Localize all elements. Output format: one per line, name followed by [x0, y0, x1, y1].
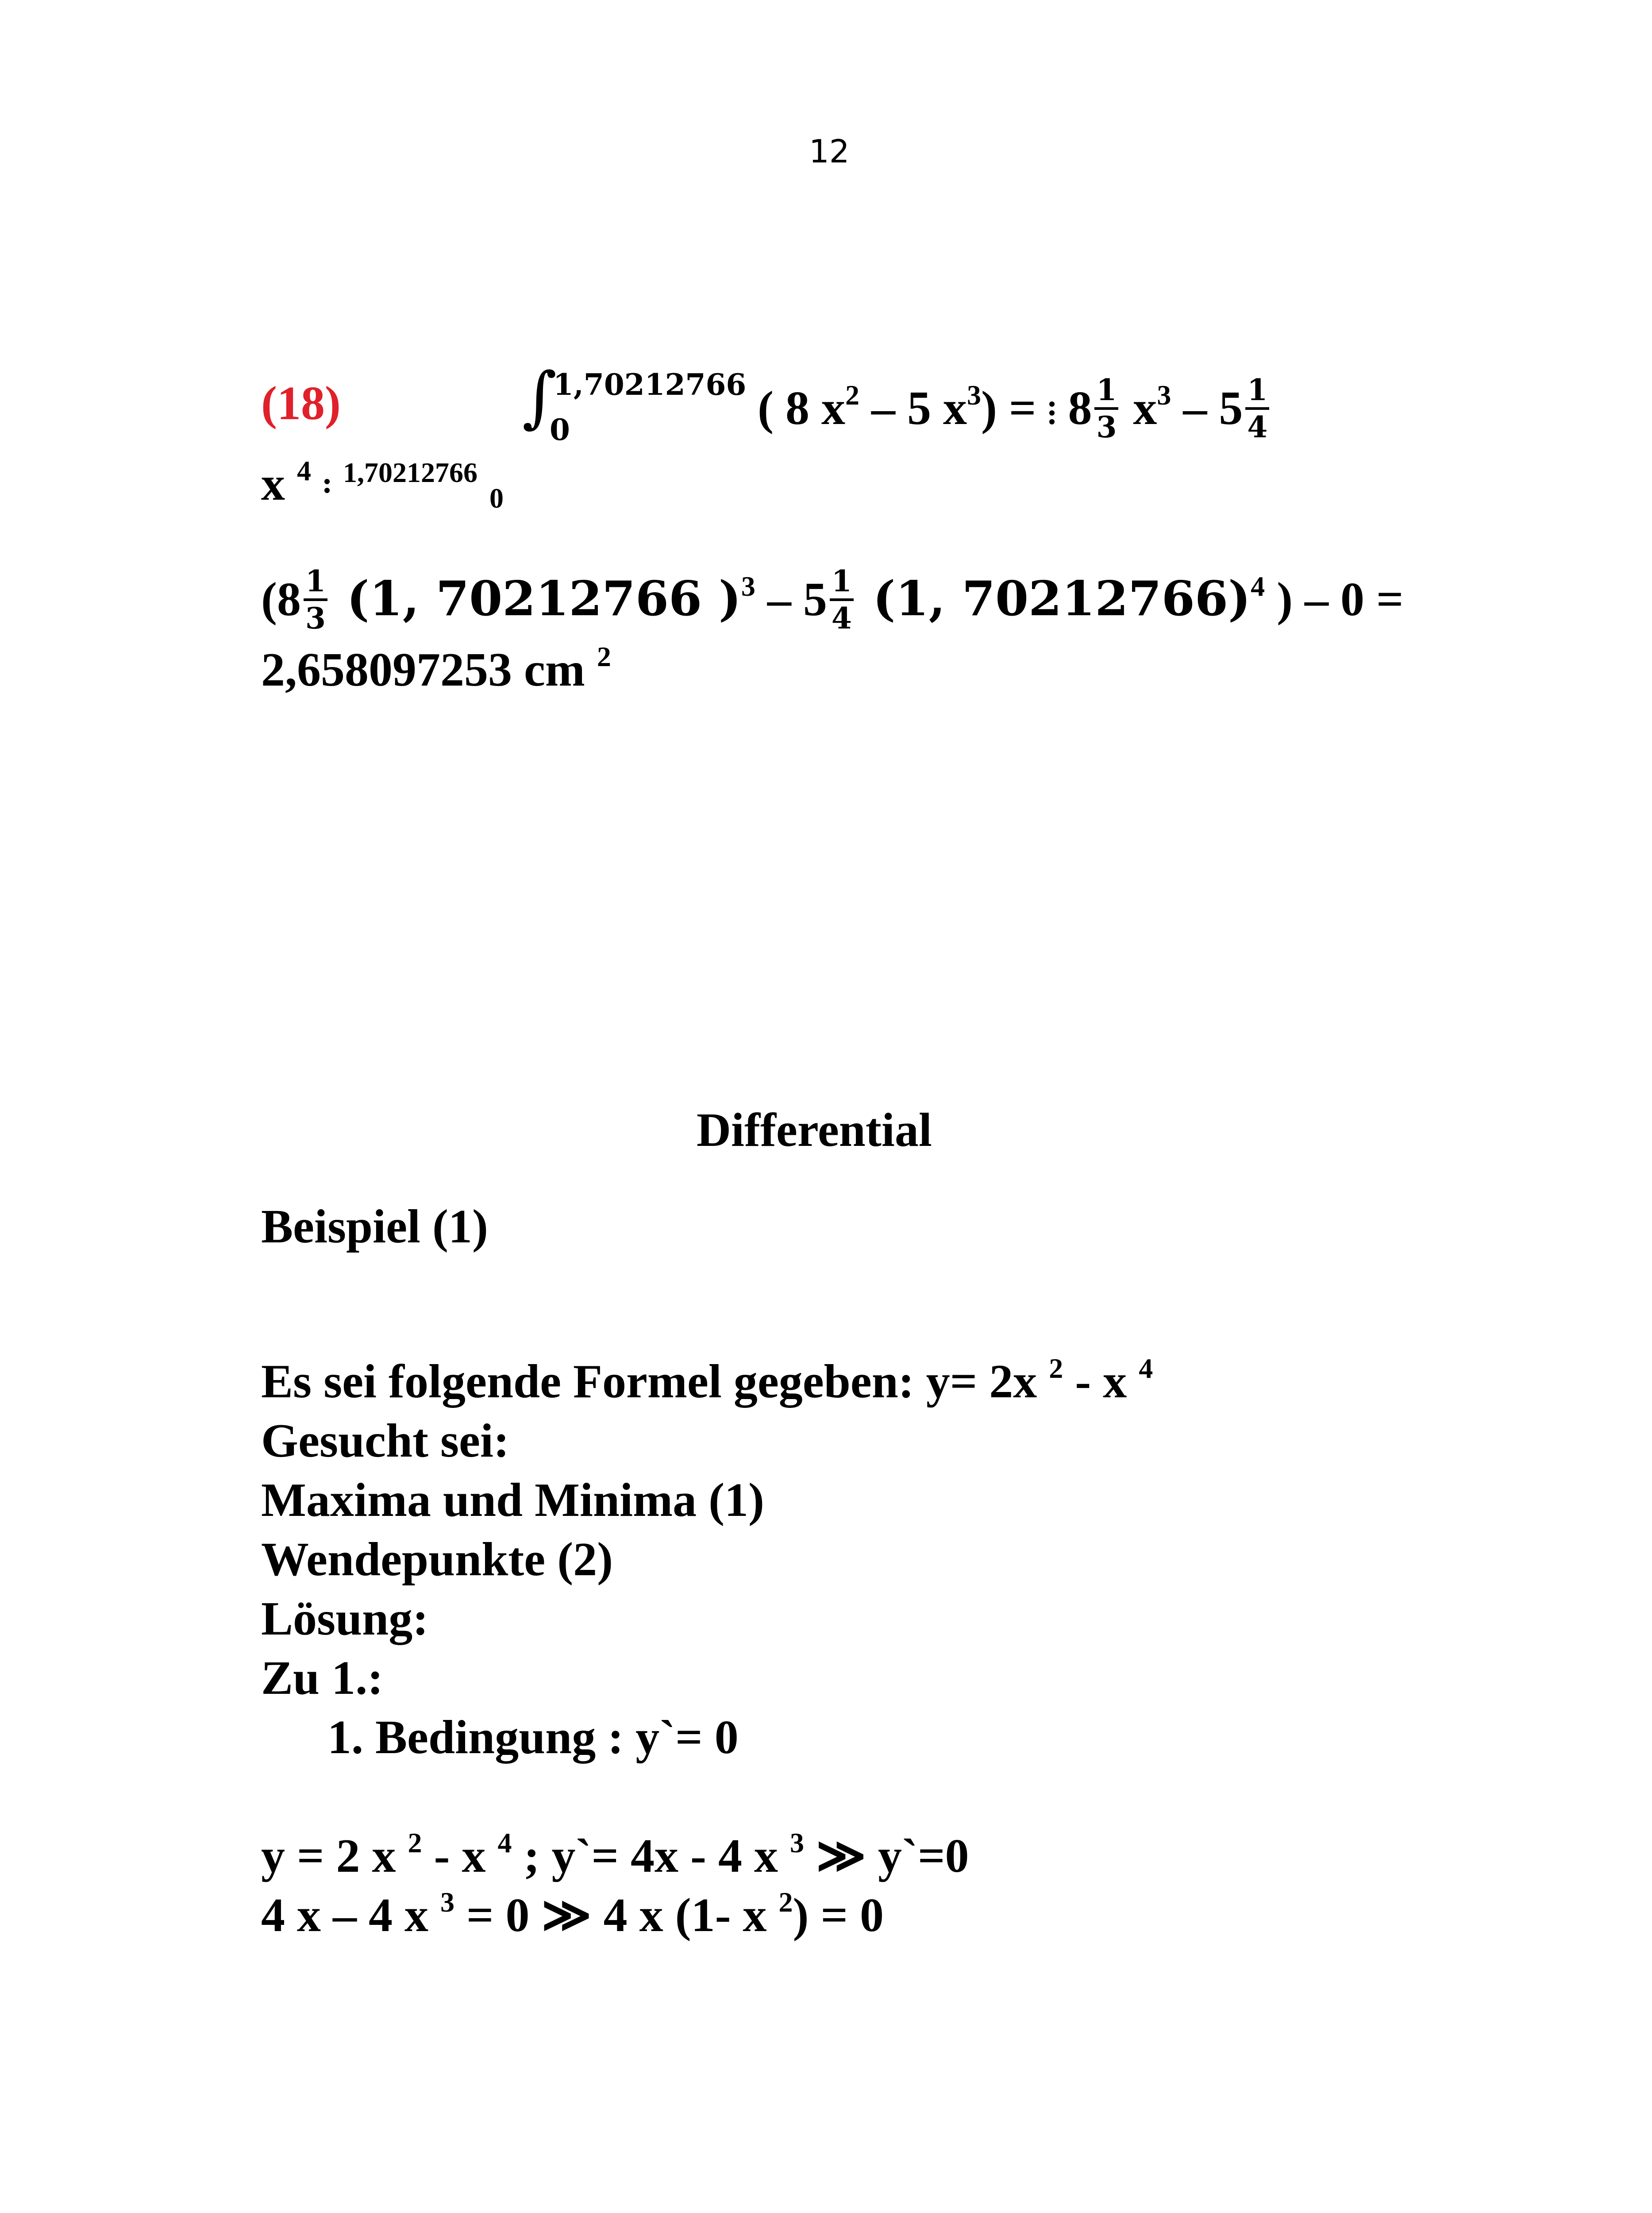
integral-equation	[758, 373, 1272, 446]
solution-label: Lösung:	[261, 1592, 429, 1645]
page-number: 12	[809, 133, 850, 170]
calc-value: (1, 70212766 )	[330, 571, 741, 627]
equals-sign: ) =	[981, 382, 1048, 435]
section-title: Differential	[697, 1104, 932, 1157]
integral-sign: ∫	[522, 359, 557, 436]
fraction-one-third: $\frac{1}{3}$	[1094, 375, 1118, 442]
exponent: 4	[297, 455, 311, 486]
exponent: 3	[967, 379, 981, 411]
variable: x	[261, 458, 285, 510]
exponent: 4	[497, 1827, 512, 1858]
formula-line: Es sei folgende Formel gegeben: y= 2x $^2$ - x $^4$	[261, 1353, 1153, 1408]
exponent: 3	[440, 1886, 454, 1918]
integral-upper-limit: 1,70212766	[553, 367, 747, 402]
calc-start: (8	[261, 573, 301, 626]
fraction-one-third: $\frac{1}{3}$	[304, 567, 327, 633]
integral-lower-limit: 0	[550, 413, 570, 447]
exponent: 3	[789, 1827, 804, 1858]
calc-end: ) – 0 =	[1265, 573, 1404, 626]
calculation-line	[261, 564, 1404, 637]
exponent: 4	[1251, 570, 1265, 602]
coefficient: – 5	[1171, 382, 1243, 435]
evaluation-bracket	[323, 475, 331, 497]
example-label: Beispiel (1)	[261, 1200, 488, 1253]
evaluation-lower-limit: 0	[489, 482, 504, 514]
exponent: 2	[778, 1886, 793, 1918]
condition-item: 1. Bedingung : y`= 0	[327, 1711, 739, 1764]
exponent: 2	[845, 379, 859, 411]
zu-1-label: Zu 1.:	[261, 1652, 384, 1704]
equation-line-1: y = 2 x $^2$ - x $^4$ ; y`= 4x - 4 x $^3$ ≫ y`=0	[261, 1827, 969, 1882]
calc-value: (1, 70212766)	[856, 571, 1251, 627]
exponent: 3	[1157, 379, 1171, 411]
exponent: 3	[741, 570, 755, 602]
evaluation-bracket	[1048, 398, 1056, 428]
item-maxima-minima: Maxima und Minima (1)	[261, 1474, 765, 1527]
coefficient: 8	[1056, 382, 1092, 435]
coefficient: – 5	[755, 573, 827, 626]
integral-expression	[522, 350, 770, 447]
integral-equation-continued	[261, 455, 504, 514]
exponent: 2	[408, 1827, 422, 1858]
exponent: 4	[1139, 1353, 1153, 1384]
integrand-start: ( 8 x	[758, 382, 845, 435]
item-wendepunkte: Wendepunkte (2)	[261, 1533, 613, 1586]
fraction-one-quarter: $\frac{1}{4}$	[830, 567, 854, 633]
result-value: 2,658097253 cm	[261, 644, 585, 696]
sought-label: Gesucht sei:	[261, 1415, 509, 1467]
result-line	[261, 641, 611, 696]
exponent: 2	[597, 641, 611, 672]
integrand-term: – 5 x	[859, 382, 967, 435]
example-number: (18)	[261, 377, 341, 430]
equation-line-2: 4 x – 4 x $^3$ = 0 ≫ 4 x (1- x $^2$) = 0	[261, 1886, 884, 1942]
exponent: 2	[1049, 1353, 1063, 1384]
fraction-one-quarter: $\frac{1}{4}$	[1245, 375, 1269, 442]
evaluation-upper-limit: 1,70212766	[343, 457, 478, 488]
variable: x	[1121, 382, 1157, 435]
